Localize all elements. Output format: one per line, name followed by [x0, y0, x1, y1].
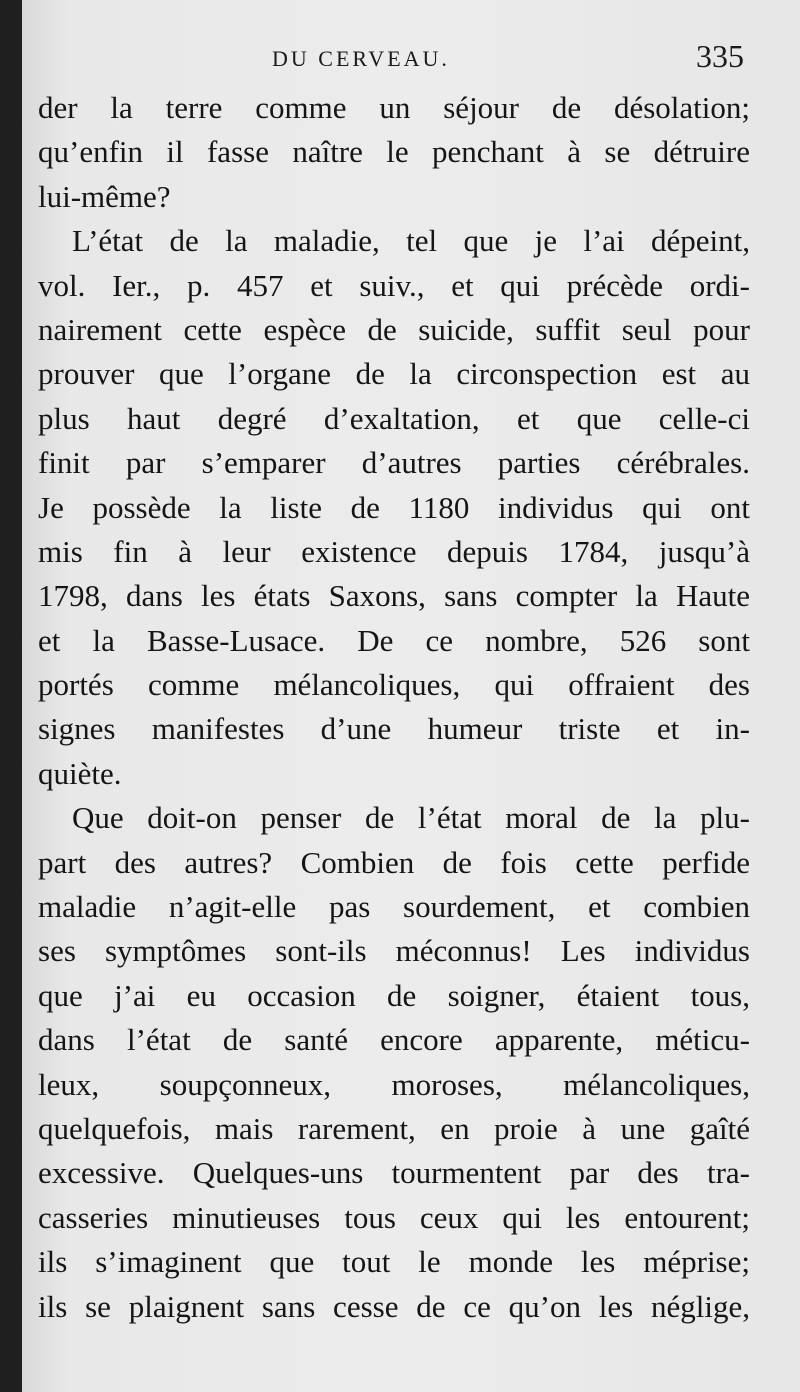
text-line: excessive. Quelques-uns tourmentent par des tra- — [38, 1155, 750, 1191]
text-line: quiète. — [38, 755, 122, 791]
text-line: Je possède la liste de 1180 individus qui ont — [38, 489, 750, 525]
text-line: qu’enfin il fasse naître le penchant à se détruire — [38, 134, 750, 170]
page-header — [22, 38, 800, 78]
text-line: plus haut degré d’exaltation, et que celle-ci — [38, 400, 750, 436]
text-line: leux, soupçonneux, moroses, mélancoliques, — [38, 1066, 750, 1102]
text-line: der la terre comme un séjour de désolation; — [38, 90, 750, 125]
body-text — [38, 86, 750, 1329]
page-number: 335 — [696, 38, 744, 74]
text-line: L’état de la maladie, tel que je l’ai dépeint, — [72, 223, 750, 259]
text-line: signes manifestes d’une humeur triste et in- — [38, 711, 750, 747]
text-line: ils s’imaginent que tout le monde les méprise; — [38, 1244, 750, 1280]
text-line: maladie n’agit-elle pas sourdement, et combien — [38, 889, 750, 925]
text-line: dans l’état de santé encore apparente, méticu- — [38, 1022, 750, 1058]
text-line: 1798, dans les états Saxons, sans compter la Haute — [38, 578, 750, 614]
text-line: vol. Ier., p. 457 et suiv., et qui précède ordi- — [38, 267, 750, 303]
text-line: Que doit-on penser de l’état moral de la plu- — [72, 800, 750, 836]
text-line: ils se plaignent sans cesse de ce qu’on les néglige, — [38, 1288, 750, 1324]
text-line: finit par s’emparer d’autres parties cérébrales. — [38, 445, 750, 481]
text-line: prouver que l’organe de la circonspection est au — [38, 356, 750, 392]
text-line: mis fin à leur existence depuis 1784, jusqu’à — [38, 533, 750, 569]
text-line: casseries minutieuses tous ceux qui les entourent; — [38, 1199, 750, 1235]
text-line: nairement cette espèce de suicide, suffit seul pour — [38, 311, 750, 347]
text-line: quelquefois, mais rarement, en proie à une gaîté — [38, 1110, 750, 1146]
running-head: DU CERVEAU. — [272, 46, 450, 71]
text-line: part des autres? Combien de fois cette perfide — [38, 844, 750, 880]
book-page — [22, 0, 800, 1392]
text-line: et la Basse-Lusace. De ce nombre, 526 sont — [38, 622, 750, 658]
text-line: portés comme mélancoliques, qui offraient des — [38, 667, 750, 703]
text-line: que j’ai eu occasion de soigner, étaient tous, — [38, 977, 750, 1013]
text-line: ses symptômes sont-ils méconnus! Les individus — [38, 933, 750, 969]
text-line: lui-même? — [38, 178, 171, 214]
